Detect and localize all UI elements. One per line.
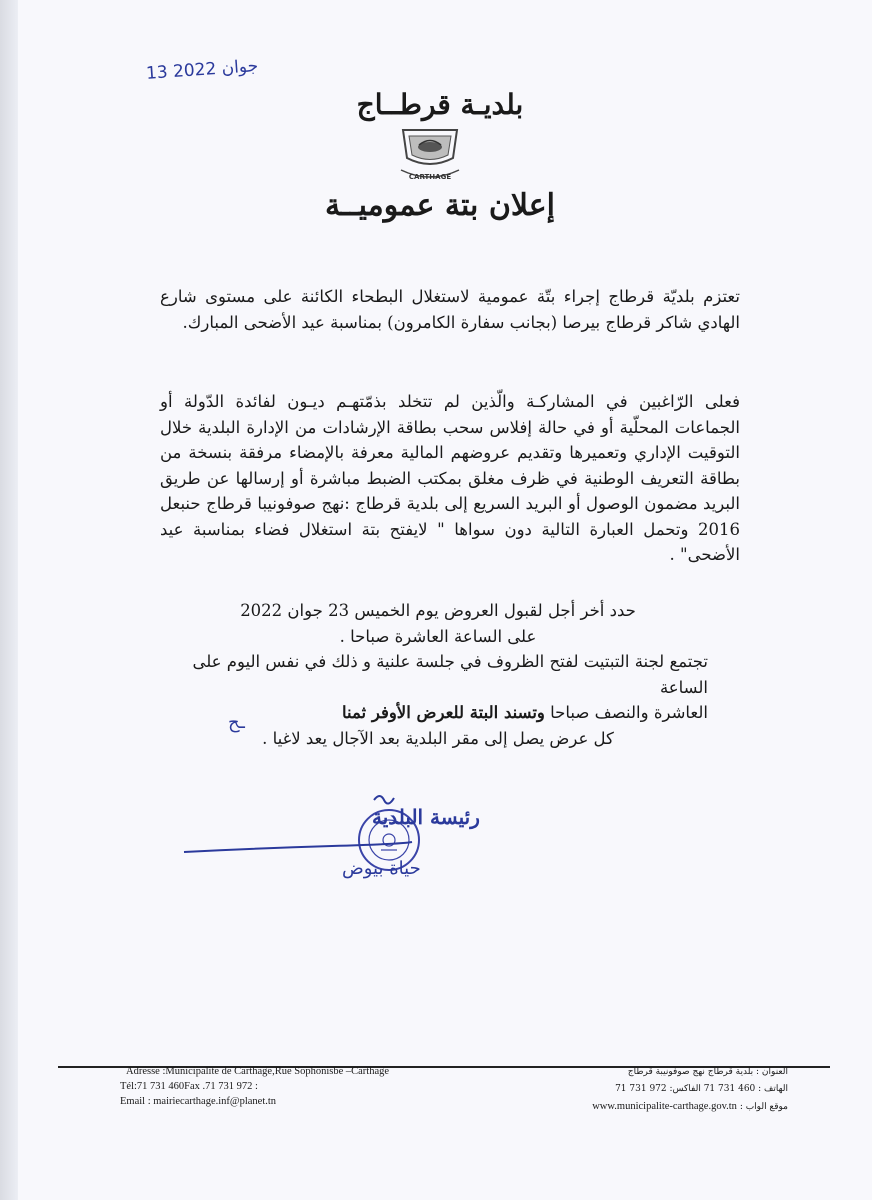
footer-web-label: موقع الواب : <box>739 1102 788 1112</box>
signature-stroke <box>184 842 412 852</box>
notice-paragraph-conditions: فعلى الرّاغبين في المشاركـة والّذين لم تتخلد بذمّتهـم ديـون لفائدة الدّولة أو الجماعات المحلّية أو في حالة إفلاس سحب بطاقة الإرشادات من الإدارة البلدية خلال التوقيت الإداري وتعميرها وتقديم عروضهم المالية معرفة بالإمضاء مرفقة بنسخة من بطاقة التعريف الوطنية في ظرف مغلق بمكتب الضبط مباشرة أو إرسالها عن طريق البريد مضمون الوصول أو البريد السريع إلى بلدية قرطاج :نهج صوفونيبا قرطاج حنبعل 2016 وتحمل العبارة التالية دون سواها " لايفتح بتة استغلال فضاء بمناسبة عيد الأضحى" . <box>160 392 740 564</box>
signature-and-official-stamp <box>182 790 480 890</box>
footer-email: Email : mairiecarthage.inf@planet.tn <box>120 1096 277 1107</box>
handwritten-initials-mark: ـح <box>228 712 245 733</box>
late-offers-line: كل عرض يصل إلى مقر البلدية بعد الآجال يعد لاغيا . <box>262 728 614 748</box>
footer-web-row <box>592 1098 788 1116</box>
logo-caption: CARTHAGE <box>408 173 452 181</box>
deadline-line: حدد أخر أجل لقبول العروض يوم الخميس 23 جوان 2022 <box>240 601 636 620</box>
signature-role: رئيسة البلدية <box>372 805 480 829</box>
footer-phone-fr: Tél:71 731 460Fax .71 731 972 : <box>120 1081 258 1092</box>
deadline-block <box>168 598 708 751</box>
carthage-emblem-logo <box>395 124 465 186</box>
footer-address-fr: Adresse :Municipalite de Carthage,Rue Sophonisbe –Carthage <box>126 1066 390 1077</box>
notice-paragraph-intro: تعتزم بلديّة قرطاج إجراء بتّة عمومية لاستغلال البطحاء الكائنة على مستوى شارع الهادي شاكر قرطاج بيرصا (بجانب سفارة الكامرون) بمناسبة عيد الأضحى المبارك. <box>160 287 740 332</box>
award-line-bold: وتسند البتة للعرض الأوفر ثمنا <box>341 703 545 722</box>
notice-title: إعلان بتة عموميــة <box>324 188 556 223</box>
footer-web-url[interactable]: www.municipalite-carthage.gov.tn <box>592 1101 737 1112</box>
footer-french-contact <box>120 1064 389 1109</box>
deadline-time-line: على الساعة العاشرة صباحا . <box>339 626 537 646</box>
page-binding-edge <box>0 0 18 1200</box>
footer-phone-ar: الهاتف : 460 731 71 الفاكس: 972 731 71 <box>615 1084 788 1094</box>
award-line-plain: العاشرة والنصف صباحا <box>544 703 708 722</box>
signature-name: حياة بيوض <box>342 858 421 879</box>
handwritten-date: 13 جوان 2022 <box>145 56 259 84</box>
footer-address-ar: العنوان : بلدية قرطاج نهج صوفونيبة قرطاج <box>627 1067 788 1077</box>
municipality-name: بلديـة قرطــاج <box>356 88 524 121</box>
committee-line: تجتمع لجنة التبتيت لفتح الظروف في جلسة علنية و ذلك في نفس اليوم على الساعة <box>192 652 708 697</box>
award-line <box>168 700 708 726</box>
footer-arabic-contact <box>592 1064 788 1116</box>
